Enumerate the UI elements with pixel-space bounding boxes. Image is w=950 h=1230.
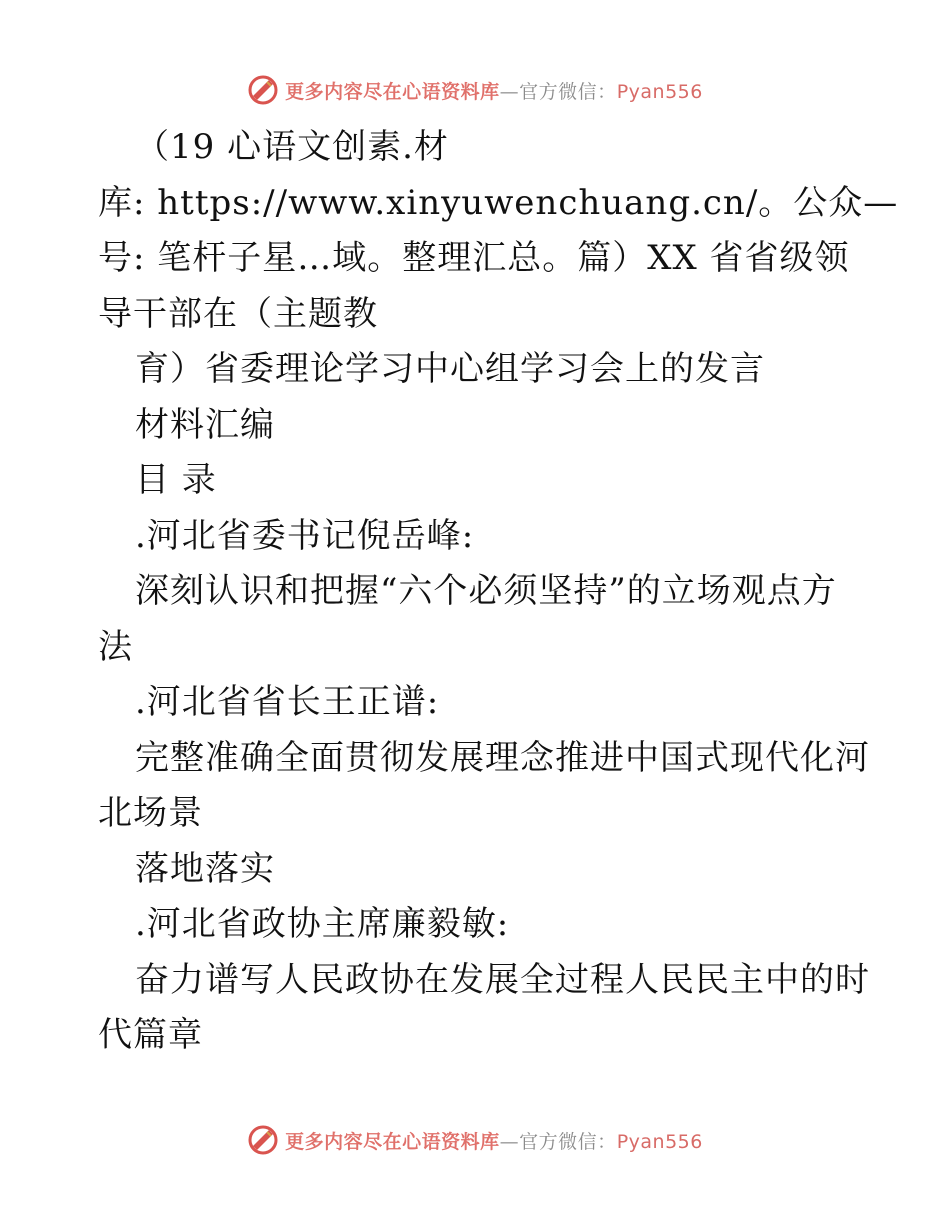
document-line: 育）省委理论学习中心组学习会上的发言 <box>135 349 765 389</box>
banner-main-text: 更多内容尽在心语资料库 <box>285 1130 500 1153</box>
banner-main-text: 更多内容尽在心语资料库 <box>285 80 500 103</box>
banner-wechat-label: 官方微信： <box>519 1130 617 1153</box>
document-line: .河北省委书记倪岳峰: <box>135 515 475 556</box>
header-banner <box>0 70 950 110</box>
document-line: （19 心语文创素.材 <box>135 127 449 167</box>
banner-separator: — <box>499 1130 520 1153</box>
banner-label <box>285 77 703 104</box>
banner-separator: — <box>499 80 520 103</box>
document-line: 深刻认识和把握“六个必须坚持”的立场观点方 <box>135 571 837 611</box>
footer-banner <box>0 1120 950 1160</box>
document-line: 法 <box>98 626 133 667</box>
logo-icon <box>247 74 279 106</box>
document-line: 落地落实 <box>135 848 275 889</box>
logo-icon <box>247 1124 279 1156</box>
document-body <box>98 120 899 1064</box>
document-line: 导干部在（主题教 <box>98 293 378 334</box>
document-line: 奋力谱写人民政协在发展全过程人民民主中的时 <box>135 959 870 1000</box>
document-line: 号: 笔杆子星…域。整理汇总。篇）XX 省省级领 <box>98 238 850 278</box>
document-line: 完整准确全面贯彻发展理念推进中国式现代化河 <box>135 737 870 778</box>
document-line: .河北省政协主席廉毅敏: <box>135 904 510 944</box>
banner-wechat-label: 官方微信： <box>519 80 617 103</box>
document-line: 代篇章 <box>98 1015 203 1055</box>
document-line: 北场景 <box>98 793 203 833</box>
document-line: .河北省省长王正谱: <box>135 682 440 722</box>
document-line: 库: https://www.xinyuwenchuang.cn/。公众— <box>98 182 899 223</box>
banner-label <box>285 1127 703 1154</box>
banner-wechat-id: Pyan556 <box>616 80 703 103</box>
document-line: 目 录 <box>135 460 217 500</box>
banner-wechat-id: Pyan556 <box>616 1130 703 1153</box>
document-line: 材料汇编 <box>135 404 275 445</box>
